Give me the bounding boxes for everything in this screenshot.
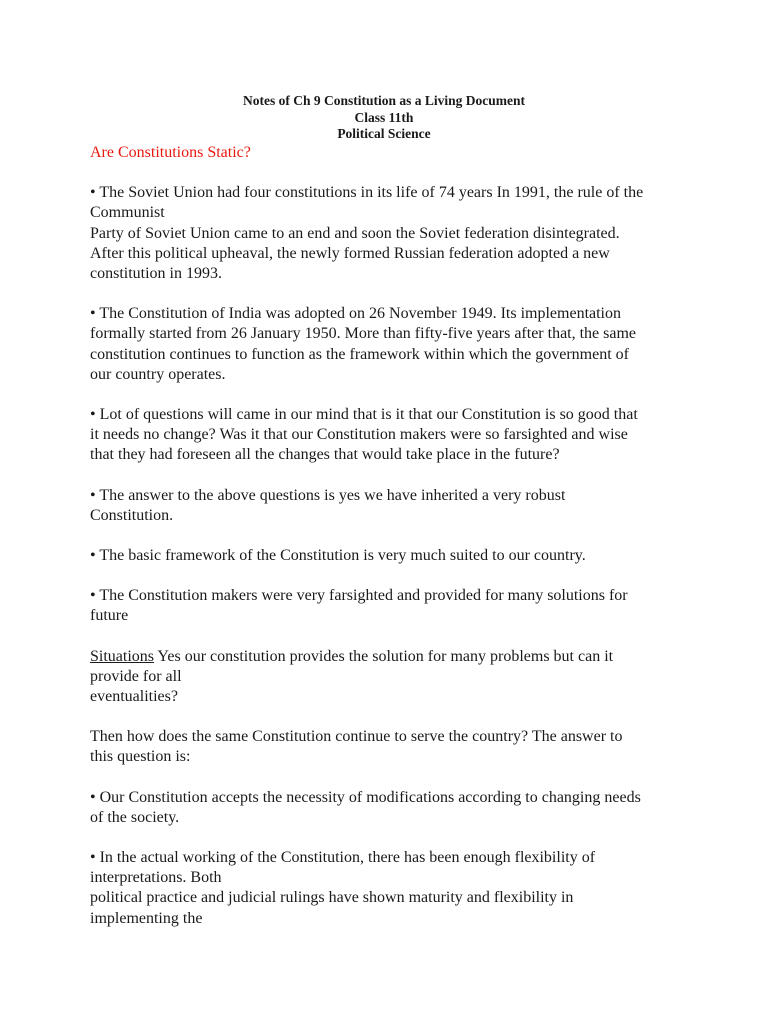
- text-line: After this political upheaval, the newly formed Russian federation adopted a new: [90, 244, 610, 262]
- paragraph-makers: [90, 586, 690, 626]
- text-line: formally started from 26 January 1950. More than fifty-five years after that, the same: [90, 325, 637, 343]
- text-line: constitution in 1993.: [90, 265, 222, 283]
- text-line: • Lot of questions will came in our mind that is it that our Constitution is so good that: [90, 406, 638, 424]
- text-line: implementing the: [90, 909, 203, 927]
- paragraph-answer: [90, 486, 690, 526]
- text-line: of the society.: [90, 808, 180, 826]
- text-line: Constitution.: [90, 506, 174, 524]
- paragraph-then-how: [90, 727, 690, 767]
- text-line: eventualities?: [90, 688, 178, 706]
- paragraph-modifications: [90, 788, 690, 828]
- document-title: Notes of Ch 9 Constitution as a Living Document: [242, 93, 526, 108]
- paragraph-situations: [90, 647, 690, 708]
- paragraph-soviet: [90, 183, 690, 284]
- text-line: provide for all: [90, 667, 182, 685]
- text-line: • The Constitution makers were very farsighted and provided for many solutions for: [90, 587, 628, 605]
- text-line: • The Constitution of India was adopted on 26 November 1949. Its implementation: [90, 305, 621, 323]
- text-line: this question is:: [90, 748, 191, 766]
- text-line: that they had foreseen all the changes that would take place in the future?: [90, 446, 560, 464]
- text-line: • Our Constitution accepts the necessity of modifications according to changing needs: [90, 788, 641, 806]
- paragraph-india: [90, 304, 690, 385]
- text-line: Party of Soviet Union came to an end and soon the Soviet federation disintegrated.: [90, 224, 620, 242]
- situations-text: Yes our constitution provides the solution for many problems but can it: [154, 647, 614, 665]
- document-body: [90, 143, 690, 949]
- document-header: [0, 93, 768, 143]
- text-line: it needs no change? Was it that our Constitution makers were so farsighted and wise: [90, 426, 628, 444]
- paragraph-questions: [90, 405, 690, 466]
- section-heading: Are Constitutions Static?: [90, 144, 251, 161]
- subject-label: Political Science: [337, 126, 431, 141]
- paragraph-flexibility: [90, 848, 690, 929]
- text-line: constitution continues to function as the framework within which the government of: [90, 345, 629, 363]
- text-line: future: [90, 607, 129, 625]
- text-line: • The basic framework of the Constitution is very much suited to our country.: [90, 547, 586, 565]
- text-line: • The answer to the above questions is yes we have inherited a very robust: [90, 486, 566, 504]
- class-label: Class 11th: [354, 109, 414, 125]
- situations-label: Situations: [90, 647, 155, 665]
- text-line: our country operates.: [90, 365, 226, 383]
- text-line: interpretations. Both: [90, 869, 222, 887]
- text-line: Communist: [90, 204, 165, 222]
- text-line: • The Soviet Union had four constitutions in its life of 74 years In 1991, the rule of the: [90, 184, 644, 202]
- text-line: [90, 647, 690, 667]
- paragraph-framework: [90, 546, 690, 566]
- text-line: • In the actual working of the Constitution, there has been enough flexibility of: [90, 849, 596, 867]
- text-line: Then how does the same Constitution continue to serve the country? The answer to: [90, 728, 623, 746]
- text-line: political practice and judicial rulings have shown maturity and flexibility in: [90, 889, 574, 907]
